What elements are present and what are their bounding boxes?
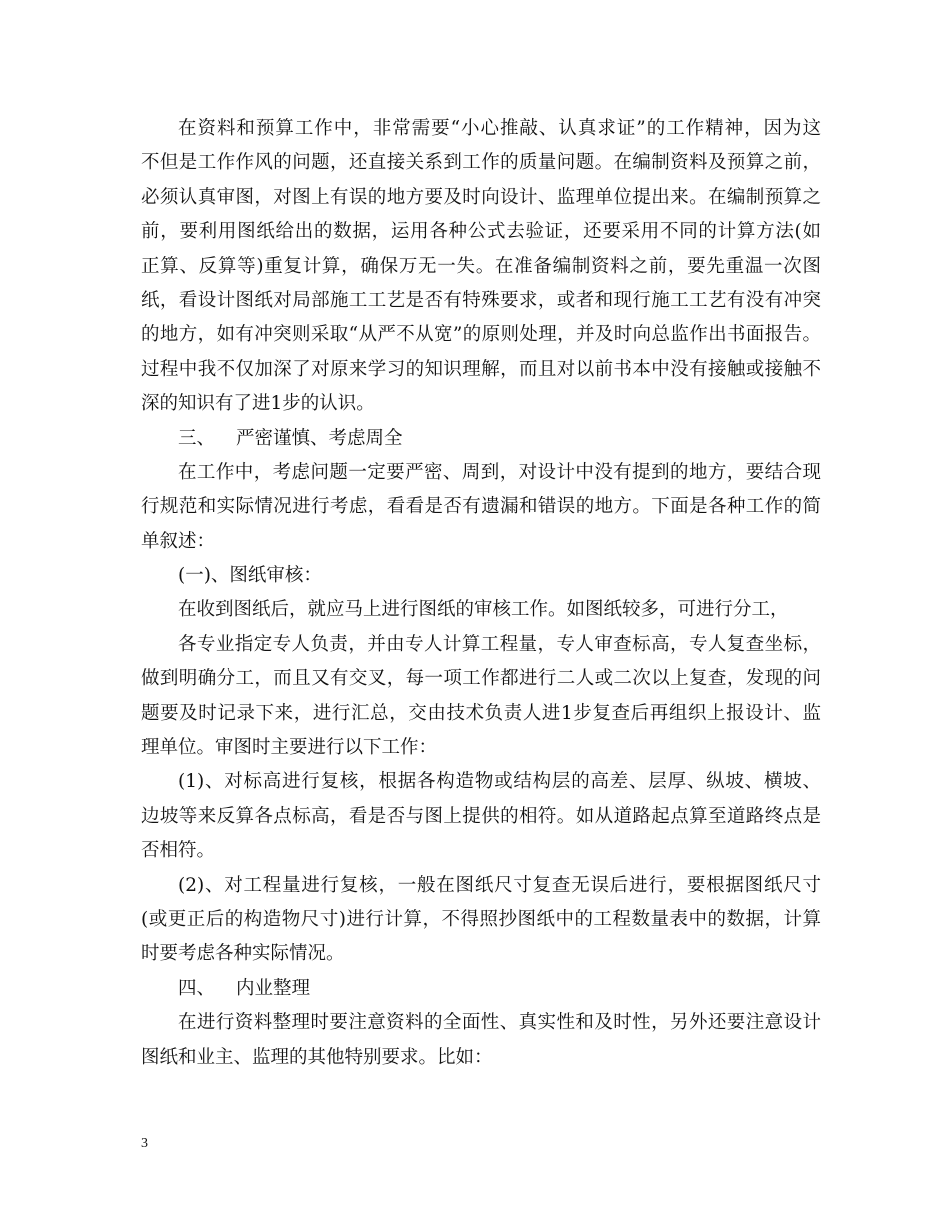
section-number: 三、: [178, 427, 216, 449]
section-title: 内业整理: [236, 977, 311, 999]
paragraph: [141, 628, 821, 766]
text-line: 在收到图纸后，就应马上进行图纸的审核工作。如图纸较多，可进行分工，: [178, 599, 789, 621]
section-heading: [141, 422, 821, 456]
text-line: (1)、对标高进行复核，根据各构造物或结构层的高差、层厚、纵坡、横坡、: [178, 771, 821, 793]
text-line: 纸，看设计图纸对局部施工工艺是否有特殊要求，或者和现行施工工艺有没有冲突: [141, 289, 821, 311]
text-line: 时要考虑各种实际情况。: [141, 943, 345, 965]
text-line: (一)、图纸审核：: [178, 565, 322, 587]
text-line: 行规范和实际情况进行考虑，看看是否有遗漏和错误的地方。下面是各种工作的简: [141, 496, 821, 518]
paragraph: [141, 869, 821, 972]
text-line: 不但是工作作风的问题，还直接关系到工作的质量问题。在编制资料及预算之前，: [141, 152, 821, 174]
text-line: 过程中我不仅加深了对原来学习的知识理解，而且对以前书本中没有接触或接触不: [141, 358, 821, 380]
text-line: 图纸和业主、监理的其他特别要求。比如：: [141, 1046, 493, 1068]
document-body: [141, 112, 821, 1075]
paragraph: [141, 112, 821, 422]
text-line: (或更正后的构造物尺寸)进行计算，不得照抄图纸中的工程数量表中的数据，计算: [141, 908, 821, 930]
section-heading: [141, 972, 821, 1006]
text-line: 正算、反算等)重复计算，确保万无一失。在准备编制资料之前，要先重温一次图: [141, 255, 821, 277]
section-number: 四、: [178, 977, 216, 999]
text-line: 前，要利用图纸给出的数据，运用各种公式去验证，还要采用不同的计算方法(如: [141, 221, 821, 243]
text-line: 在资料和预算工作中，非常需要“小心推敲、认真求证”的工作精神，因为这: [178, 118, 821, 139]
text-line: 边坡等来反算各点标高，看是否与图上提供的相符。如从道路起点算至道路终点是: [141, 805, 821, 827]
text-line: 各专业指定专人负责，并由专人计算工程量，专人审查标高，专人复查坐标，: [178, 633, 821, 655]
paragraph: [141, 1006, 821, 1075]
page-number: 3: [141, 1136, 148, 1151]
section-title: 严密谨慎、考虑周全: [236, 427, 403, 449]
text-line: 做到明确分工，而且又有交叉，每一项工作都进行二人或二次以上复查，发现的问: [141, 668, 821, 690]
text-line: 否相符。: [141, 840, 216, 862]
paragraph: [141, 593, 821, 627]
text-line: (2)、对工程量进行复核，一般在图纸尺寸复查无误后进行，要根据图纸尺寸: [178, 874, 821, 896]
text-line: 单叙述：: [141, 530, 216, 552]
text-line: 题要及时记录下来，进行汇总，交由技术负责人进1步复查后再组织上报设计、监: [141, 702, 821, 724]
text-line: 理单位。审图时主要进行以下工作：: [141, 737, 438, 759]
text-line: 在进行资料整理时要注意资料的全面性、真实性和及时性，另外还要注意设计: [178, 1012, 821, 1034]
paragraph: [141, 559, 821, 593]
text-line: 深的知识有了进1步的认识。: [141, 393, 375, 415]
paragraph: [141, 765, 821, 868]
text-line: 的地方，如有冲突则采取“从严不从宽”的原则处理，并及时向总监作出书面报告。: [141, 324, 821, 346]
text-line: 必须认真审图，对图上有误的地方要及时向设计、监理单位提出来。在编制预算之: [141, 186, 821, 208]
paragraph: [141, 456, 821, 559]
text-line: 在工作中，考虑问题一定要严密、周到，对设计中没有提到的地方，要结合现: [178, 461, 821, 483]
